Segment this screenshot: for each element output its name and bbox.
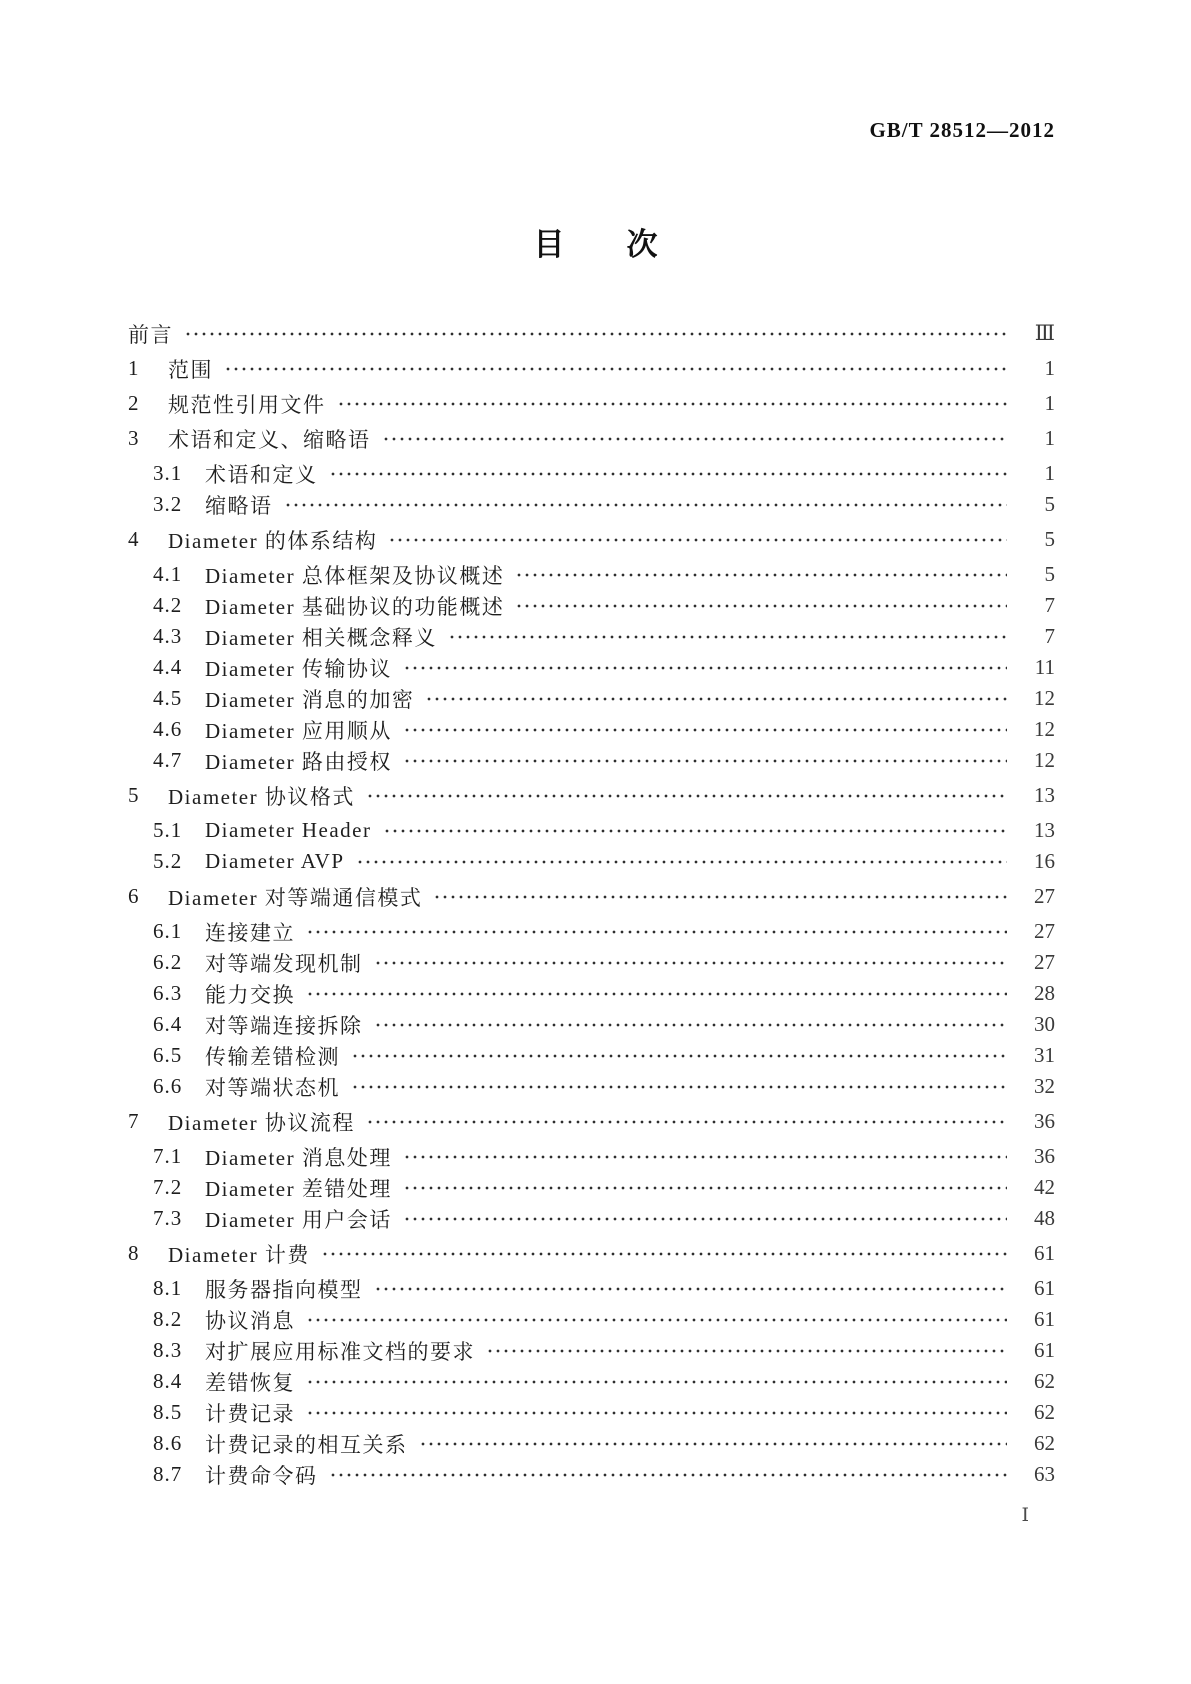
dot-leader (372, 947, 1008, 978)
toc-entry-page: 12 (1034, 717, 1055, 741)
toc-entry-page: 42 (1034, 1175, 1055, 1199)
toc-entry-title: Diameter 应用顺从 (205, 718, 392, 743)
dot-leader (401, 714, 1007, 745)
toc-entry-title: 差错恢复 (205, 1370, 295, 1395)
toc-entry-number: 4.3 (153, 624, 183, 648)
toc-entry (128, 1428, 1055, 1459)
toc-entry-page: 63 (1034, 1462, 1055, 1486)
toc-entry-title: Diameter Header (205, 818, 372, 842)
toc-entry-page: 16 (1034, 849, 1055, 873)
toc-entry-title: Diameter 传输协议 (205, 656, 392, 681)
toc-entry-title: 对等端连接拆除 (205, 1013, 363, 1038)
toc-entry-number: 7.3 (153, 1206, 183, 1230)
toc-entry-number: 4.6 (153, 717, 183, 741)
toc-entry-title: Diameter 差错处理 (205, 1176, 392, 1201)
toc-entry-page: 36 (1034, 1144, 1055, 1168)
dot-leader (386, 524, 1007, 555)
toc-entry (128, 590, 1055, 621)
toc-entry-page: 13 (1034, 783, 1055, 807)
dot-leader (401, 1172, 1007, 1203)
toc-entry-title: 服务器指向模型 (205, 1277, 363, 1302)
toc-entry-number: 5.1 (153, 818, 183, 842)
toc-entry-page: 1 (1044, 426, 1055, 450)
footer-page-number: Ⅰ (1021, 1505, 1029, 1526)
toc-entry-number: 8.7 (153, 1462, 183, 1486)
toc-entry (128, 683, 1055, 714)
toc-entry (128, 524, 1055, 555)
toc-entry-page: 7 (1044, 624, 1055, 648)
toc-entry (128, 489, 1055, 520)
toc-entry (128, 780, 1055, 811)
toc-entry-page: 61 (1034, 1241, 1055, 1265)
toc-entry-page: 5 (1044, 527, 1055, 551)
dot-leader (349, 1071, 1007, 1102)
dot-leader (327, 458, 1008, 489)
toc-entry-number: 4.7 (153, 748, 183, 772)
toc-entry-page: 5 (1044, 562, 1055, 586)
toc-entry-page: 61 (1034, 1338, 1055, 1362)
toc-entry-page: 12 (1034, 748, 1055, 772)
toc-entry-title: 前言 (128, 322, 173, 347)
toc-entry-page: 36 (1034, 1109, 1055, 1133)
toc-entry-page: 1 (1044, 461, 1055, 485)
toc-entry (128, 1009, 1055, 1040)
toc-entry-number: 4.1 (153, 562, 183, 586)
dot-leader (354, 846, 1007, 877)
toc-entry-number: 8.2 (153, 1307, 183, 1331)
toc-entry-number: 8.1 (153, 1276, 183, 1300)
toc-entry-page: 61 (1034, 1307, 1055, 1331)
toc-entry-title: 计费记录的相互关系 (205, 1432, 408, 1457)
toc-entry-page: 32 (1034, 1074, 1055, 1098)
toc-entry (128, 1459, 1055, 1490)
dot-leader (364, 1106, 1007, 1137)
toc-entry-number: 6.4 (153, 1012, 183, 1036)
toc-entry (128, 1040, 1055, 1071)
toc-entry-page: 62 (1034, 1400, 1055, 1424)
toc-entry-page: 12 (1034, 686, 1055, 710)
toc-entry (128, 1238, 1055, 1269)
toc-entry-number: 2 (128, 391, 140, 415)
toc-entry-title: Diameter 协议格式 (168, 784, 355, 809)
dot-leader (182, 318, 1007, 349)
toc-entry-number: 1 (128, 356, 140, 380)
dot-leader (304, 1397, 1007, 1428)
toc-entry (128, 458, 1055, 489)
toc-entry-page: Ⅲ (1034, 321, 1055, 345)
toc-entry (128, 652, 1055, 683)
dot-leader (304, 1366, 1007, 1397)
toc-entry (128, 353, 1055, 384)
toc-entry (128, 318, 1055, 349)
toc-entry-title: Diameter 路由授权 (205, 749, 392, 774)
toc-entry-title: 对等端发现机制 (205, 951, 363, 976)
toc-entry (128, 1366, 1055, 1397)
toc-entry (128, 1172, 1055, 1203)
dot-leader (381, 815, 1008, 846)
toc-entry (128, 978, 1055, 1009)
toc-entry-number: 6.6 (153, 1074, 183, 1098)
dot-leader (423, 683, 1007, 714)
dot-leader (304, 1304, 1007, 1335)
toc-entry (128, 745, 1055, 776)
toc-entry-page: 1 (1044, 356, 1055, 380)
toc-entry-number: 7.1 (153, 1144, 183, 1168)
toc-entry-number: 7.2 (153, 1175, 183, 1199)
toc-entry-title: 能力交换 (205, 982, 295, 1007)
toc-entry-title: Diameter 用户会话 (205, 1207, 392, 1232)
dot-leader (372, 1009, 1008, 1040)
toc-entry-title: Diameter 的体系结构 (168, 528, 378, 553)
toc-entry-title: 连接建立 (205, 920, 295, 945)
toc-entry-number: 6.2 (153, 950, 183, 974)
toc-entry-number: 5 (128, 783, 140, 807)
toc-entry-title: 缩略语 (205, 493, 273, 518)
toc-entry (128, 1141, 1055, 1172)
toc-entry (128, 1071, 1055, 1102)
toc-entry-number: 5.2 (153, 849, 183, 873)
dot-leader (401, 1141, 1007, 1172)
dot-leader (401, 1203, 1007, 1234)
dot-leader (304, 916, 1007, 947)
toc-entry-page: 13 (1034, 818, 1055, 842)
dot-leader (364, 780, 1007, 811)
toc-entry-title: 范围 (168, 357, 213, 382)
toc-entry-title: 规范性引用文件 (168, 392, 326, 417)
dot-leader (222, 353, 1007, 384)
toc-entry (128, 1273, 1055, 1304)
toc-entry-page: 27 (1034, 950, 1055, 974)
dot-leader (282, 489, 1008, 520)
toc-entry-number: 4.2 (153, 593, 183, 617)
toc-entry-title: 计费命令码 (205, 1463, 318, 1488)
toc-entry-page: 62 (1034, 1369, 1055, 1393)
toc-entry-number: 6.1 (153, 919, 183, 943)
toc-entry-number: 4 (128, 527, 140, 551)
toc-entry-number: 4.5 (153, 686, 183, 710)
toc-entry-number: 6.3 (153, 981, 183, 1005)
toc-entry-title: Diameter 协议流程 (168, 1110, 355, 1135)
dot-leader (446, 621, 1007, 652)
toc-entry-number: 8.3 (153, 1338, 183, 1362)
toc-entry (128, 559, 1055, 590)
dot-leader (327, 1459, 1008, 1490)
dot-leader (335, 388, 1008, 419)
toc-entry-title: Diameter 计费 (168, 1242, 310, 1267)
toc-entry-number: 8 (128, 1241, 140, 1265)
dot-leader (513, 590, 1007, 621)
toc-entry-title: Diameter 对等端通信模式 (168, 885, 423, 910)
toc-entry-title: 术语和定义 (205, 462, 318, 487)
toc-entry-page: 27 (1034, 919, 1055, 943)
toc-entry-title: Diameter 相关概念释义 (205, 625, 437, 650)
toc-entry-title: Diameter 总体框架及协议概述 (205, 563, 505, 588)
dot-leader (380, 423, 1008, 454)
toc-entry-number: 8.4 (153, 1369, 183, 1393)
standard-code: GB/T 28512—2012 (869, 118, 1055, 142)
dot-leader (372, 1273, 1008, 1304)
toc-entry-page: 11 (1034, 655, 1055, 679)
toc-entry-page: 48 (1034, 1206, 1055, 1230)
dot-leader (513, 559, 1007, 590)
dot-leader (319, 1238, 1007, 1269)
toc-entry-number: 3.1 (153, 461, 183, 485)
toc-entry (128, 1304, 1055, 1335)
toc-entry-page: 61 (1034, 1276, 1055, 1300)
toc-list (128, 318, 1055, 1490)
toc-entry-title: Diameter 基础协议的功能概述 (205, 594, 505, 619)
toc-entry (128, 916, 1055, 947)
dot-leader (304, 978, 1007, 1009)
toc-entry (128, 815, 1055, 846)
toc-entry-page: 62 (1034, 1431, 1055, 1455)
dot-leader (401, 652, 1007, 683)
toc-entry-title: 术语和定义、缩略语 (168, 427, 371, 452)
toc-entry (128, 1335, 1055, 1366)
toc-entry-number: 6.5 (153, 1043, 183, 1067)
toc-entry (128, 1397, 1055, 1428)
dot-leader (417, 1428, 1008, 1459)
toc-entry-number: 8.5 (153, 1400, 183, 1424)
toc-entry (128, 714, 1055, 745)
toc-entry-title: 计费记录 (205, 1401, 295, 1426)
toc-entry (128, 846, 1055, 877)
toc-entry-title: 对扩展应用标准文档的要求 (205, 1339, 475, 1364)
toc-entry (128, 881, 1055, 912)
toc-entry (128, 621, 1055, 652)
toc-entry-page: 5 (1044, 492, 1055, 516)
toc-entry-title: Diameter AVP (205, 849, 345, 873)
toc-entry-page: 7 (1044, 593, 1055, 617)
toc-entry (128, 423, 1055, 454)
toc-entry-page: 28 (1034, 981, 1055, 1005)
toc-entry-page: 27 (1034, 884, 1055, 908)
page-title: 目 次 (533, 227, 658, 262)
toc-entry-title: 传输差错检测 (205, 1044, 340, 1069)
toc-entry-number: 8.6 (153, 1431, 183, 1455)
toc-entry (128, 388, 1055, 419)
dot-leader (484, 1335, 1007, 1366)
toc-entry (128, 947, 1055, 978)
toc-entry-number: 4.4 (153, 655, 183, 679)
dot-leader (431, 881, 1007, 912)
toc-entry (128, 1106, 1055, 1137)
toc-entry-page: 31 (1034, 1043, 1055, 1067)
toc-entry-title: Diameter 消息的加密 (205, 687, 415, 712)
toc-entry-number: 3 (128, 426, 140, 450)
toc-entry-page: 30 (1034, 1012, 1055, 1036)
toc-entry-title: 协议消息 (205, 1308, 295, 1333)
toc-entry-number: 7 (128, 1109, 140, 1133)
dot-leader (401, 745, 1007, 776)
toc-entry-title: Diameter 消息处理 (205, 1145, 392, 1170)
toc-entry-number: 3.2 (153, 492, 183, 516)
dot-leader (349, 1040, 1007, 1071)
toc-entry (128, 1203, 1055, 1234)
toc-entry-title: 对等端状态机 (205, 1075, 340, 1100)
toc-entry-number: 6 (128, 884, 140, 908)
toc-entry-page: 1 (1044, 391, 1055, 415)
